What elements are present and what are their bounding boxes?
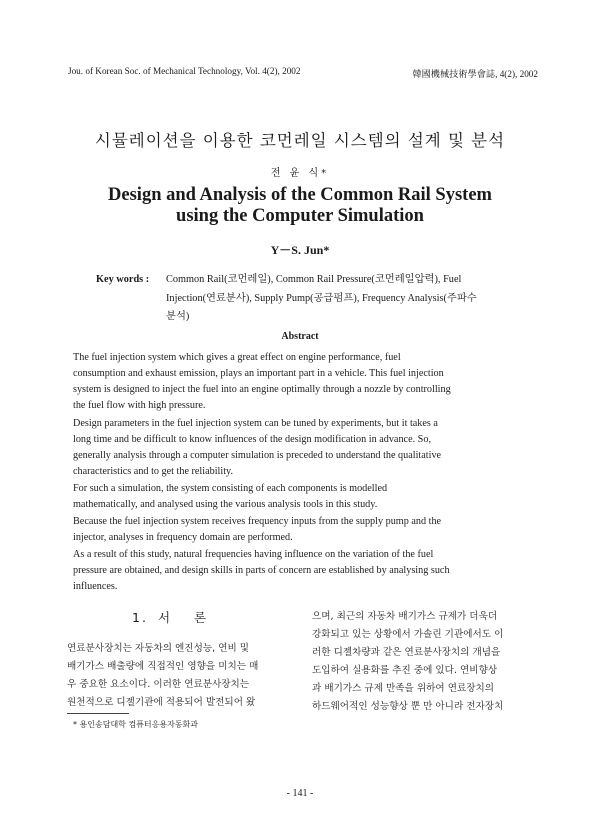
abstract-line: mathematically, and analysed using the various analysis tools in this study. xyxy=(73,499,378,510)
section-heading-introduction xyxy=(132,608,208,626)
body-line: 우 중요한 요소이다. 이러한 연료분사장치는 xyxy=(67,679,250,690)
body-line: 러한 디젤차량과 같은 연료분사장치의 개념을 xyxy=(312,647,501,658)
keywords-line: Injection(연료분사), Supply Pump(공급펌프), Frequency Analysis(주파수 xyxy=(166,292,477,304)
section-title-part: 론 xyxy=(194,610,209,625)
abstract-line: consumption and exhaust emission, plays an important part in a vehicle. This fuel injection xyxy=(73,368,444,379)
abstract-heading: Abstract xyxy=(281,331,319,342)
section-title-part: 서 xyxy=(157,610,173,625)
page-number: - 141 - xyxy=(286,788,314,799)
footnote-affiliation: * 용인송담대학 컴퓨터응용자동화과 xyxy=(73,720,199,729)
abstract-line: The fuel injection system which gives a great effect on engine performance, fuel xyxy=(73,352,401,363)
keywords-line: 분석) xyxy=(166,311,190,322)
body-line: 과 배기가스 규제 만족을 위하여 연료장치의 xyxy=(312,683,495,694)
title-english-line-1: Design and Analysis of the Common Rail System xyxy=(108,185,492,205)
body-line: 연료분사장치는 자동차의 엔진성능, 연비 및 xyxy=(67,643,250,654)
body-line: 으며, 최근의 자동차 배기가스 규제가 더욱더 xyxy=(312,611,498,622)
running-head-journal-en: Jou. of Korean Soc. of Mechanical Technology, Vol. 4(2), 2002 xyxy=(68,66,301,76)
section-number: 1. xyxy=(132,610,148,625)
abstract-line: Design parameters in the fuel injection system can be tuned by experiments, but it takes a xyxy=(73,418,438,429)
abstract-line: Because the fuel injection system receives frequency inputs from the supply pump and the xyxy=(73,516,442,527)
abstract-line: the fuel flow with high pressure. xyxy=(73,400,206,411)
author-english: Y－S. Jun* xyxy=(270,243,330,257)
running-head-journal-ko: 韓國機械技術學會誌, 4(2), 2002 xyxy=(412,69,538,79)
title-english xyxy=(0,185,600,227)
abstract-line: long time and be difficult to know influences of the design modification in advance. So, xyxy=(73,434,431,445)
body-line: 원천적으로 디젤기관에 적용되어 발전되어 왔 xyxy=(67,697,256,708)
title-english-line-2: using the Computer Simulation xyxy=(176,206,424,226)
abstract-line: pressure are obtained, and design skills in parts of concern are established by analysing such xyxy=(73,565,450,576)
running-head xyxy=(68,66,538,80)
title-korean: 시뮬레이션을 이용한 코먼레일 시스템의 설계 및 분석 xyxy=(94,131,506,150)
body-line: 배기가스 배출량에 직접적인 영향을 미치는 매 xyxy=(67,661,259,672)
abstract-line: For such a simulation, the system consisting of each components is modelled xyxy=(73,483,388,494)
keywords-line: Common Rail(코먼레일), Common Rail Pressure(코먼레일압력), Fuel xyxy=(166,274,462,285)
abstract-line: influences. xyxy=(73,581,118,592)
abstract-line: generally analysis through a computer simulation is preceded to understand the qualitative xyxy=(73,450,442,461)
abstract-line: As a result of this study, natural frequencies having influence on the variation of the fuel xyxy=(73,549,434,560)
abstract-line: system is designed to inject the fuel into an engine optimally through a nozzle by controlling xyxy=(73,384,451,395)
abstract-line: characteristics and to get the reliability. xyxy=(73,466,234,477)
footnote-divider xyxy=(67,713,129,714)
author-korean: 전 윤 식* xyxy=(270,168,330,179)
keywords-label: Key words : xyxy=(96,274,150,285)
abstract-line: injector, analyses in frequency domain are performed. xyxy=(73,532,293,543)
body-line: 하드웨어적인 성능향상 뿐 만 아니라 전자장치 xyxy=(312,701,504,712)
body-line: 도입하여 실용화를 추진 중에 있다. 연비향상 xyxy=(312,665,498,676)
body-line: 강화되고 있는 상황에서 가솔린 기관에서도 이 xyxy=(312,629,504,640)
